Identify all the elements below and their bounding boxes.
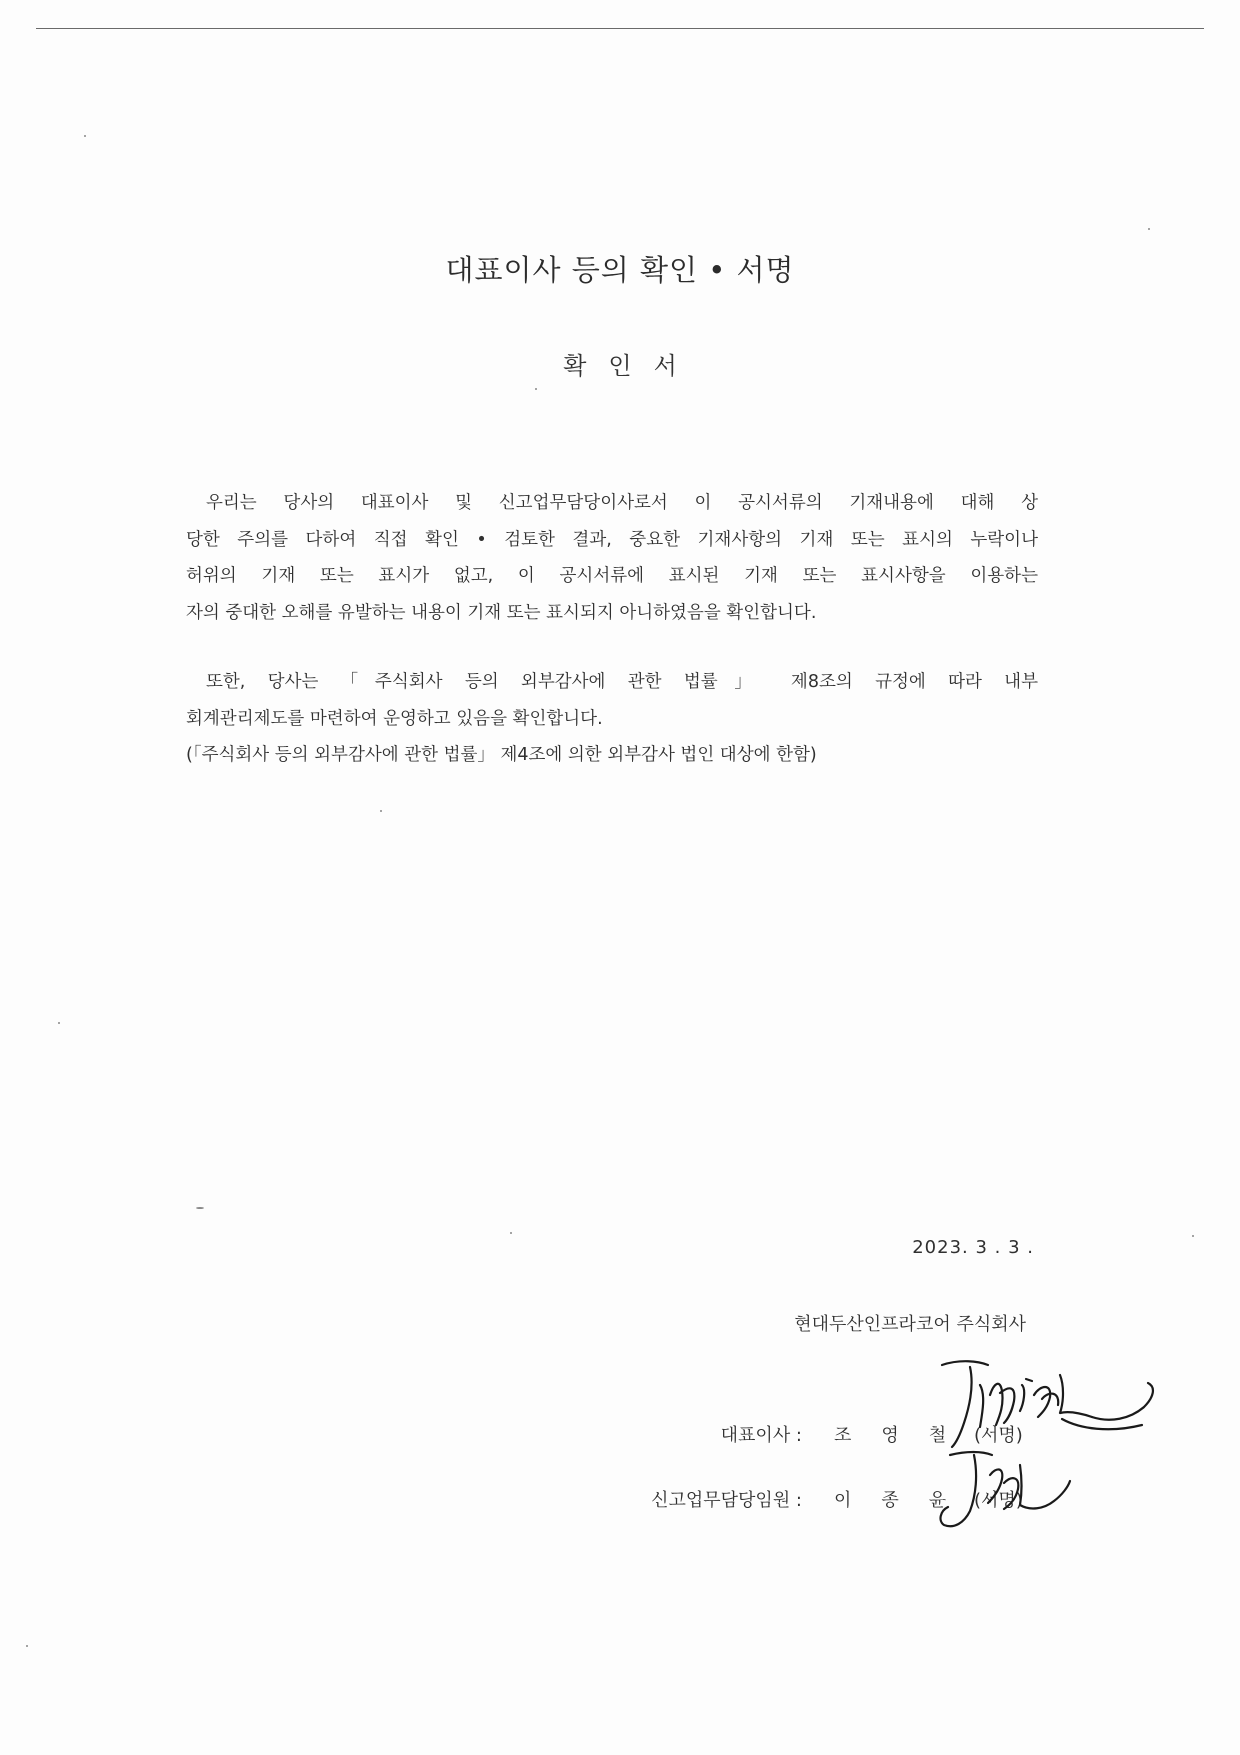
paragraph-line: 자의 중대한 오해를 유발하는 내용이 기재 또는 표시되지 아니하였음을 확인합니다. [186, 602, 817, 623]
paragraph-line: 당한 주의를 다하여 직접 확인 • 검토한 결과, 중요한 기재사항의 기재 또는 표시의 누락이나 [186, 529, 1038, 550]
document-subtitle: 확인서 [563, 352, 699, 380]
scan-speck [196, 1207, 204, 1209]
confirmation-paragraph [186, 485, 1038, 631]
scan-speck [58, 1022, 60, 1024]
paragraph-line: 또한, 당사는 「주식회사 등의 외부감사에 관한 법률」 제8조의 규정에 따라 내부 [206, 672, 1038, 692]
signatory-seal: (서명) [974, 1425, 1023, 1446]
company-name: 현대두산인프라코어 주식회사 [794, 1314, 1026, 1335]
top-rule [36, 28, 1204, 29]
paragraph-line: 우리는 당사의 대표이사 및 신고업무담당이사로서 이 공시서류의 기재내용에 대해 상 [206, 493, 1038, 513]
signatory-role: 대표이사 : [720, 1425, 802, 1446]
scan-speck [380, 810, 382, 812]
scan-speck [84, 135, 86, 137]
document-date: 2023. 3 . 3 . [912, 1237, 1034, 1258]
paragraph-note: (「주식회사 등의 외부감사에 관한 법률」 제4조에 의한 외부감사 법인 대상에 한함) [186, 745, 817, 765]
scan-speck [1148, 228, 1150, 230]
scan-speck [510, 1232, 512, 1234]
document-title: 대표이사 등의 확인 • 서명 [445, 253, 795, 287]
signatory-role: 신고업무담당임원 : [651, 1490, 802, 1511]
paragraph-line: 허위의 기재 또는 표시가 없고, 이 공시서류에 표시된 기재 또는 표시사항을 이용하는 [186, 566, 1038, 586]
scan-speck [26, 1645, 28, 1647]
scan-speck [535, 388, 537, 390]
scan-speck [1192, 1235, 1194, 1237]
internal-control-paragraph [186, 664, 1038, 774]
signatory-name: 이종윤 [834, 1490, 977, 1511]
signatory-seal: (서명) [974, 1490, 1023, 1511]
paragraph-line: 회계관리제도를 마련하여 운영하고 있음을 확인합니다. [186, 708, 603, 729]
handwritten-signature [930, 1355, 1200, 1565]
signatory-name: 조영철 [834, 1425, 977, 1446]
